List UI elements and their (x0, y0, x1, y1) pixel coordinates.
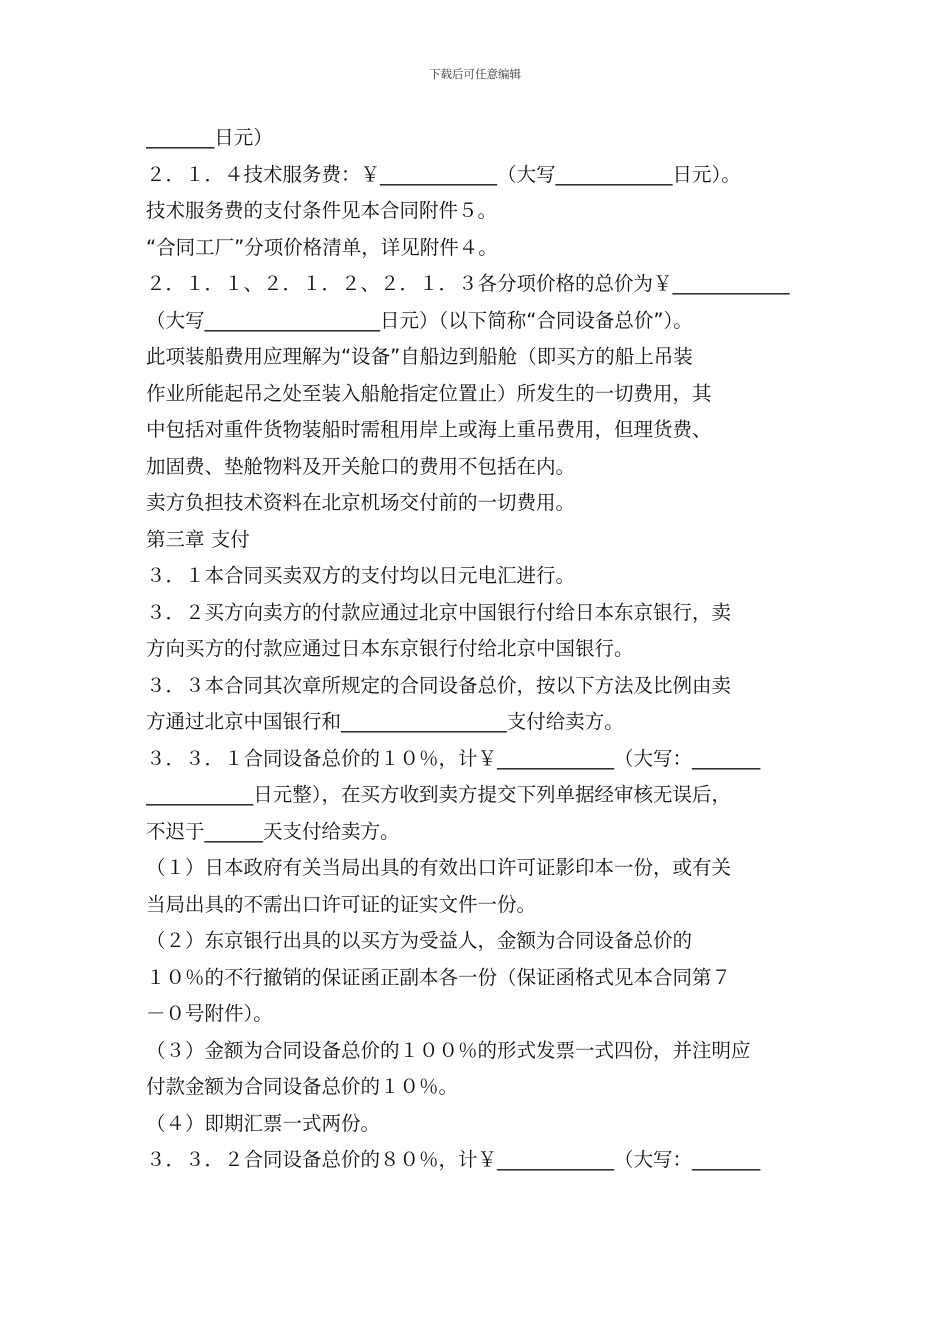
text-line: ３．３本合同其次章所规定的合同设备总价，按以下方法及比例由卖 (146, 673, 732, 697)
text-line: 不迟于______天支付给卖方。 (146, 819, 400, 843)
text-line: ３．３．２合同设备总价的８０％，计￥____________（大写：_______ (146, 1148, 761, 1171)
text-line: －０号附件）。 (146, 1002, 273, 1025)
text-line: （１）日本政府有关当局出具的有效出口许可证影印本一份，或有关 (146, 856, 732, 879)
text-line: ２．１．４技术服务费：￥____________（大写____________日元）。 (146, 162, 741, 186)
text-line: ３．２买方向卖方的付款应通过北京中国银行付给日本东京银行，卖 (146, 600, 732, 624)
text-line: ２．１．１、２．１．２、２．１．３各分项价格的总价为￥____________ (146, 272, 790, 295)
text-line: 方通过北京中国银行和_________________支付给卖方。 (146, 710, 624, 733)
text-line: 方向买方的付款应通过日本东京银行付给北京中国银行。 (146, 637, 634, 660)
text-line: 卖方负担技术资料在北京机场交付前的一切费用。 (146, 491, 576, 514)
text-line: （３）金额为合同设备总价的１００％的形式发票一式四份，并注明应 (146, 1038, 751, 1062)
text-line: “合同工厂”分项价格清单，详见附件４。 (146, 235, 498, 259)
page-header: 下载后可任意编辑 (429, 67, 521, 81)
text-line: （２）东京银行出具的以买方为受益人，金额为合同设备总价的 (146, 929, 693, 952)
text-line: ３．３．１合同设备总价的１０％，计￥____________（大写：_______ (146, 746, 761, 770)
chapter-heading: 第三章 支付 (146, 527, 250, 551)
text-line: ３．１本合同买卖双方的支付均以日元电汇进行。 (146, 564, 576, 587)
text-line: 此项装船费用应理解为“设备”自船边到船舱（即买方的船上吊装 (146, 345, 693, 368)
text-line: _______日元） (146, 126, 273, 149)
text-line: （４）即期汇票一式两份。 (146, 1111, 381, 1135)
text-line: （大写__________________日元）（以下简称“合同设备总价”）。 (146, 308, 693, 332)
text-line: ___________日元整），在买方收到卖方提交下列单据经审核无误后， (146, 783, 732, 806)
text-line: 加固费、垫舱物料及开关舱口的费用不包括在内。 (146, 454, 576, 478)
text-line: １０％的不行撤销的保证函正副本各一份（保证函格式见本合同第７ (146, 965, 732, 989)
text-line: 中包括对重件货物装船时需租用岸上或海上重吊费用，但理货费、 (146, 418, 712, 441)
document-body (146, 120, 816, 1179)
text-line: 当局出具的不需出口许可证的证实文件一份。 (146, 892, 537, 916)
text-line: 作业所能起吊之处至装入船舱指定位置止）所发生的一切费用，其 (146, 381, 712, 405)
text-line: 技术服务费的支付条件见本合同附件５。 (146, 199, 498, 222)
text-line: 付款金额为合同设备总价的１０％。 (146, 1075, 459, 1098)
